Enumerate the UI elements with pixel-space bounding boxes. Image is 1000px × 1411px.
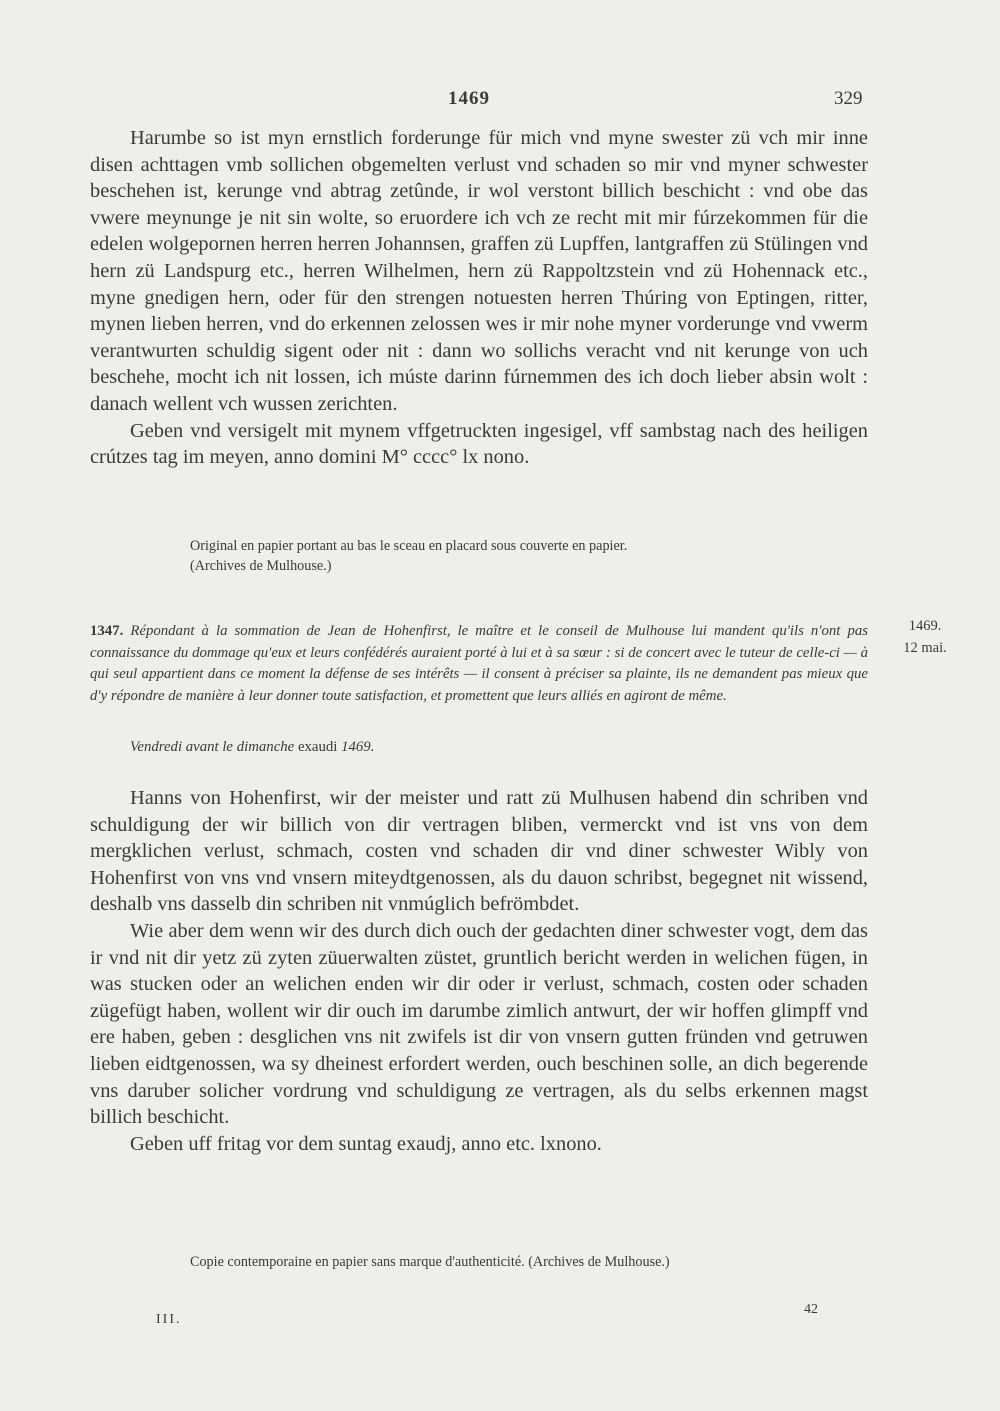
entry-date-italic: Vendredi avant le dimanche	[130, 739, 295, 755]
document2-paragraph-2: Wie aber dem wenn wir des durch dich ouch der gedachten diner schwester vogt, dem das ir vnd nit dir yetz zü zyten züuerwalten züstet, gruntlich bericht werden in welichen fügen, in was stucken oder an welichen enden wir dir oder ir verlust, schmach, costen oder schaden zügefügt haben, wollent wir dir ouch im darumbe zimlich antwurt, der wir hoffen glimpff vnd ere haben, geben : desglichen vns nit zwifels ist dir von vnsern gutten fründen vnd getruwen lieben eidtgenossen, wa sy dheinest erfordert werden, ouch beschinen solle, an dich begerende vns daruber solicher vordrung vnd schuldigung ze vertragen, als du selbs erkennen magst billich beschicht.	[90, 919, 868, 1129]
source-note-line-1: Original en papier portant au bas le sceau en placard sous couverte en papier.	[190, 538, 628, 554]
margin-date	[890, 615, 960, 659]
entry-summary	[90, 621, 868, 707]
source-note-line-2: (Archives de Mulhouse.)	[190, 558, 332, 574]
document2-paragraph-1: Hanns von Hohenfirst, wir der meister und ratt zü Mulhusen habend din schriben vnd schuldigung der wir billich von dir vertragen bliben, vermerckt vnd ist vns von dem mergklichen verlust, schmach, costen vnd schaden dir vnd diner schwester Wibly von Hohenfirst von vns vnd vnsern miteydtgenossen, als du dauon schribst, begegnet nit wissend, deshalb vns dasselb din schriben nit vnmúglich befrömbdet.	[90, 787, 868, 916]
footer-signature: 42	[804, 1302, 818, 1317]
running-head	[0, 88, 1000, 118]
entry-date	[130, 739, 374, 756]
entry-number: 1347.	[90, 623, 124, 639]
margin-year: 1469.	[908, 618, 942, 634]
document1-text	[90, 125, 868, 471]
document2-paragraph-3: Geben uff fritag vor dem suntag exaudj, anno etc. lxnono.	[130, 1132, 602, 1155]
page-number: 329	[834, 88, 863, 109]
footer-volume: III.	[156, 1312, 182, 1327]
margin-day: 12 mai.	[903, 640, 947, 656]
document2-source-note: Copie contemporaine en papier sans marque d'authenticité. (Archives de Mulhouse.)	[190, 1254, 670, 1270]
entry-date-year: 1469.	[341, 739, 375, 755]
document1-paragraph-2: Geben vnd versigelt mit mynem vffgetruckten ingesigel, vff sambstag nach des heiligen crútzes tag im meyen, anno domini M° cccc° lx nono.	[90, 419, 868, 469]
entry-summary-text: Répondant à la sommation de Jean de Hohenfirst, le maître et le conseil de Mulhouse lui mandent qu'ils n'ont pas connaissance du dommage qu'eux et leurs confédérés auraient porté à lui et à sa sœur : si de concert avec le tuteur de celle-ci — à qui seul appartient dans ce moment la défense de ses intérêts — il consent à préciser sa plainte, ils ne demandent pas mieux que d'y répondre de manière à leur donner toute satisfaction, et promettent que leurs alliés en agiront de même.	[90, 623, 869, 704]
entry-date-word: exaudi	[297, 739, 338, 755]
document2-text	[90, 785, 868, 1157]
document1-paragraph-1: Harumbe so ist myn ernstlich forderunge für mich vnd myne swester zü vch mir inne disen achttagen vmb sollichen obgemelten verlust vnd schaden so mir vnd myner schwester beschehen ist, kerunge vnd abtrag zetûnde, ir wol verstont billich beschicht : vnd obe das vwere meynunge je nit sin wolte, so eruordere ich vch ze recht mit mir fúrzekommen für die edelen wolgepornen herren herren Johannsen, graffen zü Lupffen, lantgraffen zü Stülingen vnd hern zü Landspurg etc., herren Wilhelmen, hern zü Rappoltzstein vnd zü Hohennack etc., myne gnedigen hern, oder für den strengen notuesten herren Thúring von Eptingen, ritter, mynen lieben herren, vnd do erkennen zelossen wes ir mir nohe myner vorderunge vnd vwerm verantwurten schuldig sigent oder nit : dann wo sollichs veracht vnd nit kerunge von uch beschehe, mocht ich nit lossen, ich múste darinn fúrnemmen des ich doch lieber absin wolt : danach wellent vch wussen zerichten.	[90, 127, 868, 415]
header-year: 1469	[448, 88, 490, 109]
document1-source-note	[190, 536, 870, 576]
